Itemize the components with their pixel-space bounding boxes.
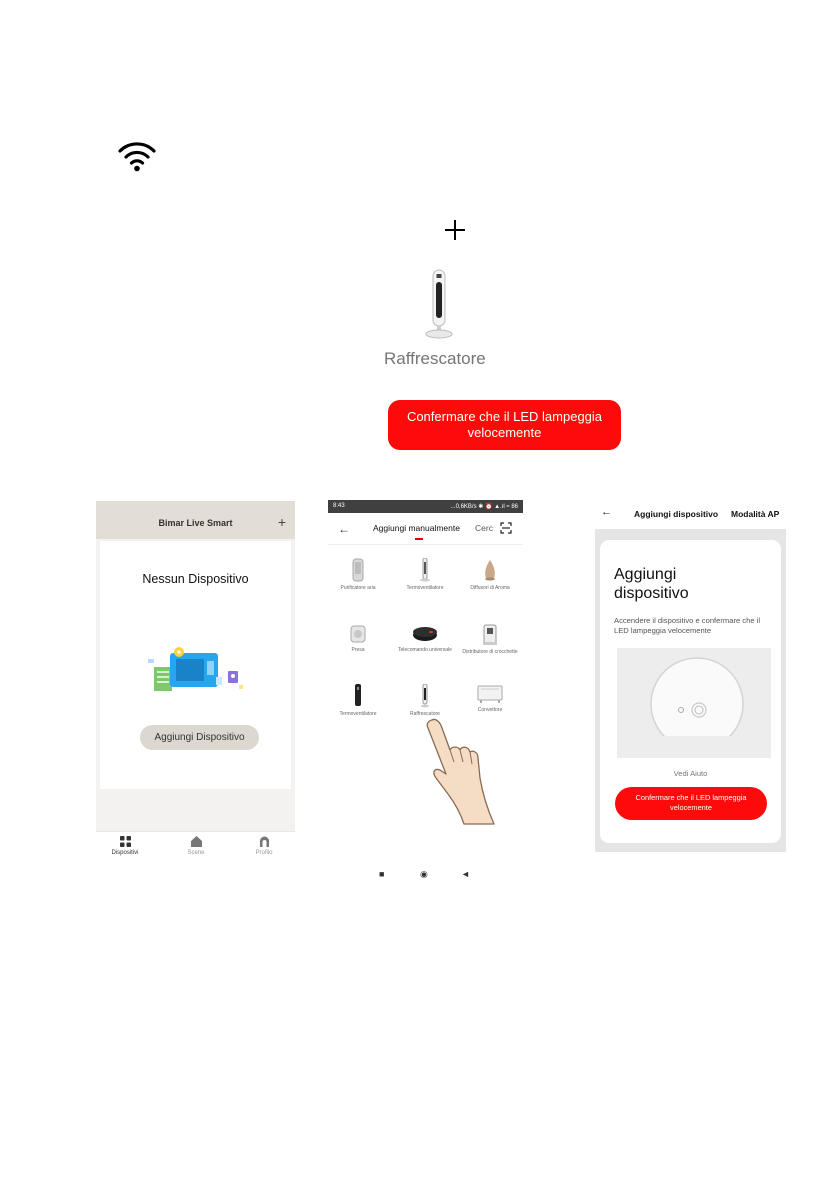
- device-raffrescatore[interactable]: [397, 684, 453, 717]
- device-label: Purificatore aria: [340, 585, 376, 591]
- device-label: Convettore: [477, 707, 503, 713]
- empty-illustration: [146, 641, 246, 721]
- device-label: Raffrescatore: [410, 711, 440, 717]
- app-header: [96, 501, 295, 539]
- add-plus-button[interactable]: +: [277, 514, 286, 530]
- scan-icon[interactable]: [500, 522, 512, 534]
- pet-feeder-icon: [481, 624, 499, 646]
- product-tile-raffrescatore[interactable]: [384, 268, 494, 378]
- device-label: Presa: [351, 647, 365, 653]
- device-label: Telecomando universale: [398, 647, 452, 653]
- tab-label: Dispositivi: [111, 850, 139, 856]
- status-indicators: ...0,6KB/s ✱ ⏰ ▲.ıl ≈ 86: [450, 504, 518, 510]
- active-tab-indicator: [415, 538, 423, 540]
- ap-mode-link[interactable]: Modalità AP: [731, 509, 780, 519]
- profile-icon: [259, 836, 270, 847]
- device-termoventilatore[interactable]: [397, 558, 453, 591]
- device-label: Distributore di crocchette: [462, 649, 518, 655]
- device-distributore-crocchette[interactable]: [462, 624, 518, 655]
- help-link[interactable]: Vedi Aiuto: [673, 769, 708, 778]
- back-arrow-icon[interactable]: ←: [601, 506, 612, 518]
- nav-bar: [328, 513, 523, 545]
- screen-title: Aggiungi dispositivo: [634, 509, 719, 519]
- led-device-image: [617, 648, 771, 758]
- device-termoventilatore-2[interactable]: [330, 684, 386, 717]
- card-heading: Aggiungi dispositivo: [614, 566, 689, 602]
- diffuser-icon: [482, 558, 498, 582]
- cooler-tower-icon: [418, 684, 432, 708]
- status-bar: [328, 500, 523, 513]
- app-title: Bimar Live Smart: [158, 518, 233, 528]
- empty-card: [100, 541, 291, 789]
- power-button-illustration: [617, 648, 771, 758]
- recent-apps-button[interactable]: ■: [379, 869, 385, 879]
- card-frame: [595, 529, 786, 852]
- tab-label: Profilo: [255, 850, 273, 856]
- plus-icon: [444, 219, 466, 241]
- device-label: Termoventilatore: [339, 711, 377, 717]
- wifi-icon: [117, 139, 157, 173]
- device-presa[interactable]: [330, 624, 386, 653]
- tab-scene[interactable]: [171, 836, 221, 856]
- ir-remote-icon: [412, 624, 438, 644]
- home-icon: [191, 836, 202, 847]
- heater-black-icon: [351, 684, 365, 708]
- device-label: Termoventilatore: [406, 585, 444, 591]
- grid-icon: [120, 836, 131, 847]
- screen-ap-mode: [595, 500, 786, 852]
- heater-tower-icon: [417, 558, 433, 582]
- device-label: Diffusori di Aroma: [470, 585, 510, 591]
- android-nav-bar: [375, 869, 475, 883]
- home-button[interactable]: ◉: [420, 869, 428, 879]
- tower-fan-image: [422, 268, 456, 340]
- tab-label: Scene: [187, 850, 205, 856]
- confirm-led-button[interactable]: Confermare che il LED lampeggia velocemente: [388, 400, 621, 450]
- device-telecomando[interactable]: [397, 624, 453, 653]
- product-label: Raffrescatore: [384, 349, 486, 368]
- device-convettore[interactable]: [462, 684, 518, 713]
- back-arrow-icon[interactable]: ←: [338, 522, 350, 536]
- tab-dispositivi[interactable]: [100, 836, 150, 856]
- screen-home: [96, 501, 295, 865]
- device-diffusore-aroma[interactable]: [462, 558, 518, 591]
- back-button[interactable]: ◄: [461, 869, 470, 879]
- add-device-button[interactable]: Aggiungi Dispositivo: [140, 725, 259, 750]
- empty-message: Nessun Dispositivo: [142, 572, 249, 586]
- convector-icon: [477, 684, 503, 704]
- confirm-led-button[interactable]: Confermare che il LED lampeggia velocemente: [615, 787, 767, 820]
- tab-bar: [96, 831, 295, 865]
- pointing-hand-icon: [420, 716, 500, 826]
- tab-search[interactable]: Cerc: [475, 523, 493, 533]
- status-time: 8:43: [333, 503, 345, 509]
- purifier-icon: [350, 558, 366, 582]
- plug-icon: [349, 624, 367, 644]
- device-purificatore[interactable]: [330, 558, 386, 591]
- tab-profilo[interactable]: [239, 836, 289, 856]
- add-device-card: [600, 540, 781, 843]
- card-description: Accendere il dispositivo e confermare che il LED lampeggia velocemente: [614, 616, 761, 635]
- tab-add-manually[interactable]: Aggiungi manualmente: [373, 523, 460, 533]
